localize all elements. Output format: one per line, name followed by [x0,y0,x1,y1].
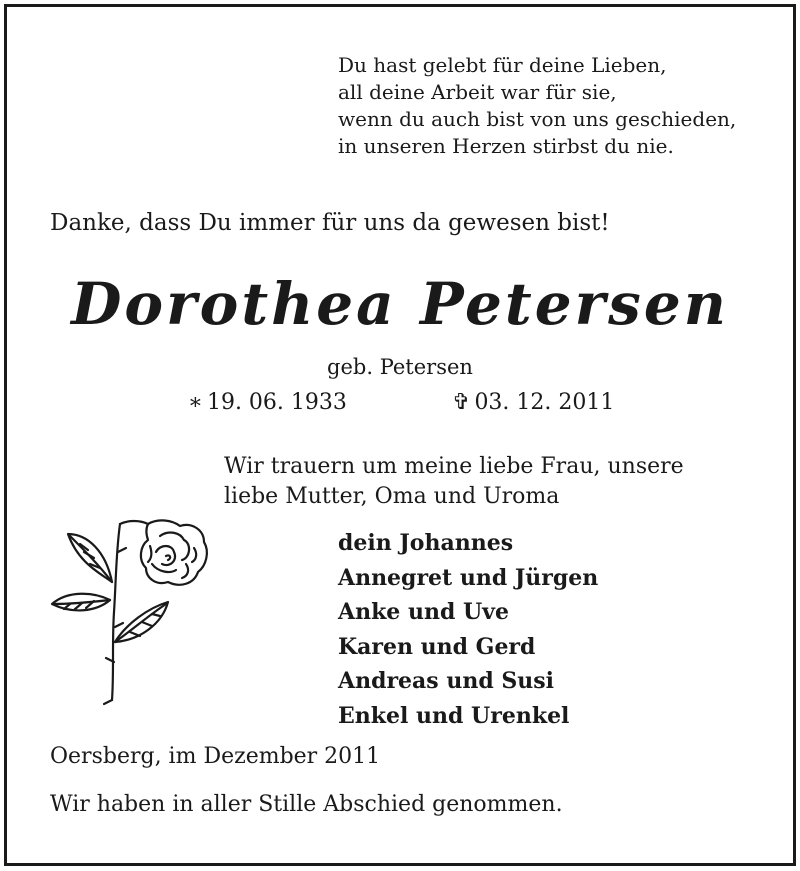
mourning-line: Wir trauern um meine liebe Frau, unsere [224,454,684,479]
mourning-line: liebe Mutter, Oma und Uroma [224,484,560,509]
cross-icon: ✞ [452,390,471,415]
deceased-name: Dorothea Petersen [71,270,729,338]
family-member: Annegret und Jürgen [338,564,599,591]
family-list [338,526,598,733]
rose-icon [48,512,216,707]
death-date-block [452,390,614,415]
place-date: Oersberg, im Dezember 2011 [50,744,381,769]
birth-date: 19. 06. 1933 [206,390,347,415]
thanks-line: Danke, dass Du immer für uns da gewesen bist! [50,210,610,236]
family-member: dein Johannes [338,530,514,556]
family-member: Anke und Uve [338,599,509,625]
mourning-text [224,452,684,512]
poem-line: all deine Arbeit war für sie, [338,80,617,104]
death-date: 03. 12. 2011 [474,390,615,415]
family-member: Karen und Gerd [338,633,536,660]
maiden-name: geb. Petersen [327,355,473,379]
poem [338,52,736,160]
poem-line: Du hast gelebt für deine Lieben, [338,53,667,77]
family-member: Andreas und Susi [338,668,554,694]
poem-line: in unseren Herzen stirbst du nie. [338,134,674,158]
farewell-line: Wir haben in aller Stille Abschied genommen. [50,792,563,817]
birth-star-icon: ∗ [188,390,203,415]
poem-line: wenn du auch bist von uns geschieden, [338,107,737,131]
birth-date-block [188,390,347,415]
family-member: Enkel und Urenkel [338,702,570,729]
